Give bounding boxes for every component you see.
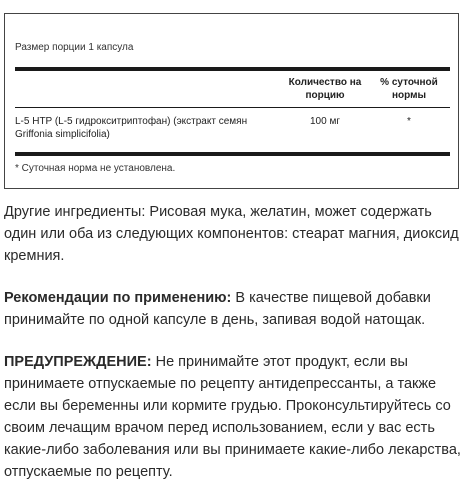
column-header-daily-value: % суточной нормы xyxy=(380,77,438,101)
warning-paragraph xyxy=(4,351,466,483)
column-header-amount: Количество на порцию xyxy=(288,77,362,101)
footnote: * Суточная норма не установлена. xyxy=(15,163,176,174)
thick-divider xyxy=(15,67,450,71)
ingredient-amount: 100 мг xyxy=(310,116,340,127)
other-ingredients-text: Другие ингредиенты: Рисовая мука, желатин, может содержать один или оба из следующих компонентов: стеарат магния, диоксид кремния. xyxy=(4,204,459,264)
warning-text: Не принимайте этот продукт, если вы принимаете отпускаемые по рецепту антидепрессанты, а также если вы беременны или кормите грудью. Проконсультируйтесь со своим лечащим врачом перед использованием, если у вас есть какие-либо заболевания или вы принимаете какие-либо лекарства, отпускаемые по рецепту. xyxy=(4,354,461,480)
usage-label: Рекомендации по применению: xyxy=(4,290,232,306)
ingredient-daily-value: * xyxy=(407,116,411,127)
usage-paragraph xyxy=(4,287,466,331)
thick-divider xyxy=(15,152,450,156)
ingredient-name: L-5 HTP (L-5 гидрокситриптофан) (экстракт семян Griffonia simplicifolia) xyxy=(15,116,248,140)
serving-size: Размер порции 1 капсула xyxy=(15,42,134,53)
warning-label: ПРЕДУПРЕЖДЕНИЕ: xyxy=(4,354,152,370)
supplement-facts-panel xyxy=(4,13,459,189)
usage-text: В качестве пищевой добавки принимайте по одной капсуле в день, запивая водой натощак. xyxy=(4,290,431,328)
thin-divider xyxy=(15,107,450,108)
